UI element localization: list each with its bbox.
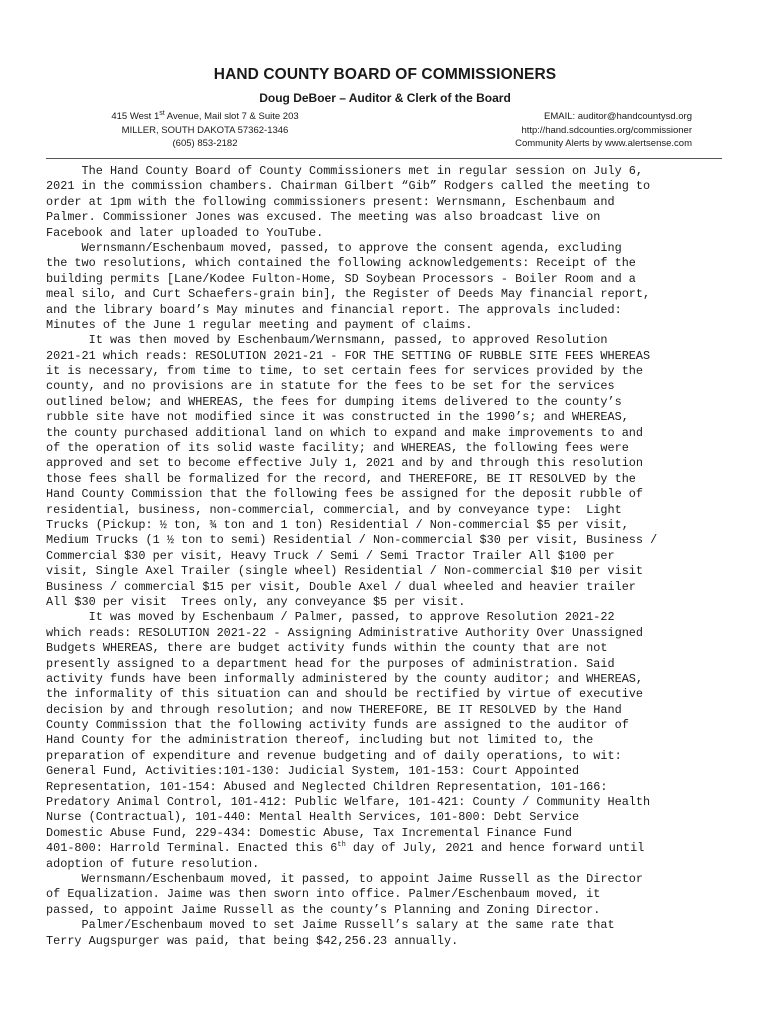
body-line: The Hand County Board of County Commissioners met in regular session on July 6,	[46, 164, 644, 178]
body-line: Budgets WHEREAS, there are budget activity funds within the county that are not	[46, 641, 608, 656]
body-line: Representation, 101-154: Abused and Neglected Children Representation, 101-166:	[46, 779, 608, 794]
address-line-1-text: 415 West 1	[111, 111, 160, 122]
body-line: visit, Single Axel Trailer (single wheel) Residential / Non-commercial $10 per visit	[46, 564, 644, 579]
body-line: Wernsmann/Eschenbaum moved, it passed, to appoint Jaime Russell as the Director	[46, 871, 644, 886]
body-line: which reads: RESOLUTION 2021-22 - Assigning Administrative Authority Over Unassigned	[46, 625, 644, 640]
email-address: EMAIL: auditor@handcountysd.org	[543, 111, 692, 122]
contact-block	[462, 110, 692, 151]
body-line: the informality of this situation can and should be rectified by virtue of executive	[46, 687, 644, 702]
body-line: 2021-21 which reads: RESOLUTION 2021-21 - FOR THE SETTING OF RUBBLE SITE FEES WHEREAS	[46, 348, 651, 363]
body-line: adoption of future resolution.	[46, 856, 260, 871]
body-line-text: 401-800: Harrold Terminal. Enacted this 6	[46, 841, 338, 856]
body-line: Terry Augspurger was paid, that being $42,256.23 annually.	[46, 933, 459, 948]
body-line: and the library board’s May minutes and financial report. The approvals included:	[46, 302, 622, 317]
address-block	[100, 110, 310, 151]
website-link: http://hand.sdcounties.org/commissioner	[521, 124, 692, 136]
body-line: Nurse (Contractual), 101-440: Mental Health Services, 101-800: Debt Service	[46, 810, 580, 825]
body-line: decision by and through resolution; and now THEREFORE, BE IT RESOLVED by the Hand	[46, 702, 622, 717]
body-line: building permits [Lane/Kodee Fulton-Home, SD Soybean Processors - Boiler Room and a	[46, 271, 636, 286]
header-divider	[46, 158, 722, 159]
body-line: County Commission that the following activity funds are assigned to the auditor of	[46, 718, 629, 733]
body-line: Hand County for the administration thereof, including but not limited to, the	[46, 733, 594, 748]
body-line: the two resolutions, which contained the following acknowledgements: Receipt of the	[46, 256, 636, 271]
body-line: Trucks (Pickup: ½ ton, ¾ ton and 1 ton) Residential / Non-commercial $5 per visit,	[46, 517, 629, 532]
body-line: It was then moved by Eschenbaum/Wernsmann, passed, to approved Resolution	[46, 333, 608, 348]
address-line-2: MILLER, SOUTH DAKOTA 57362-1346	[121, 124, 289, 136]
body-line-rest: day of July, 2021 and hence forward until	[345, 841, 645, 856]
body-line: residential, business, non-commercial, commercial, and by conveyance type: Light	[46, 502, 622, 517]
body-line: outlined below; and WHEREAS, the fees for dumping items delivered to the county’s	[46, 394, 622, 409]
body-line: order at 1pm with the following commissioners present: Wernsmann, Eschenbaum and	[46, 194, 615, 209]
body-line: activity funds have been informally administered by the county auditor; and WHEREAS,	[46, 671, 644, 686]
body-line	[46, 841, 736, 856]
page-subtitle: Doug DeBoer – Auditor & Clerk of the Board	[259, 91, 511, 105]
address-line-1-sup: st	[159, 109, 165, 117]
body-line: 2021 in the commission chambers. Chairman Gilbert “Gib” Rodgers called the meeting to	[46, 179, 651, 194]
body-line: Palmer/Eschenbaum moved to set Jaime Russell’s salary at the same rate that	[46, 918, 615, 933]
body-line: Medium Trucks (1 ½ ton to semi) Residential / Non-commercial $30 per visit, Business /	[46, 533, 658, 548]
body-line: of the operation of its solid waste facility; and WHEREAS, the following fees were	[46, 441, 629, 456]
page-title: HAND COUNTY BOARD OF COMMISSIONERS	[213, 66, 557, 83]
body-line: Facebook and later uploaded to YouTube.	[46, 225, 324, 240]
phone-number: (605) 853-2182	[172, 138, 238, 149]
body-line: Wernsmann/Eschenbaum moved, passed, to approve the consent agenda, excluding	[46, 240, 622, 255]
body-line: General Fund, Activities:101-130: Judicial System, 101-153: Court Appointed	[46, 764, 580, 779]
body-line: Palmer. Commissioner Jones was excused. The meeting was also broadcast live on	[46, 210, 601, 225]
body-line: Hand County Commission that the following fees be assigned for the deposit rubble of	[46, 487, 644, 502]
body-line: of Equalization. Jaime was then sworn into office. Palmer/Eschenbaum moved, it	[46, 887, 601, 902]
body-line: meal silo, and Curt Schaefers-grain bin], the Register of Deeds May financial report,	[46, 287, 651, 302]
address-line-1-rest: Avenue, Mail slot 7 & Suite 203	[164, 111, 299, 122]
body-line: All $30 per visit Trees only, any conveyance $5 per visit.	[46, 594, 466, 609]
body-line: county, and no provisions are in statute for the fees to be set for the services	[46, 379, 615, 394]
minutes-body	[46, 164, 736, 949]
body-line: Business / commercial $15 per visit, Double Axel / dual wheeled and heavier trailer	[46, 579, 636, 594]
body-line: presently assigned to a department head for the purposes of administration. Said	[46, 656, 615, 671]
body-line: preparation of expenditure and revenue budgeting and of daily operations, to wit:	[46, 748, 622, 763]
body-line: It was moved by Eschenbaum / Palmer, passed, to approve Resolution 2021-22	[46, 610, 615, 625]
body-line: it is necessary, from time to time, to set certain fees for services provided by the	[46, 364, 644, 379]
body-line: rubble site have not modified since it was constructed in the 1990’s; and WHEREAS,	[46, 410, 629, 425]
body-line: Domestic Abuse Fund, 229-434: Domestic Abuse, Tax Incremental Finance Fund	[46, 825, 572, 840]
body-line-sup: th	[337, 841, 346, 850]
community-alerts: Community Alerts by www.alertsense.com	[515, 138, 692, 149]
body-line: Minutes of the June 1 regular meeting and payment of claims.	[46, 317, 473, 332]
body-line: Predatory Animal Control, 101-412: Public Welfare, 101-421: County / Community Health	[46, 795, 651, 810]
body-line: the county purchased additional land on which to expand and make improvements to and	[46, 425, 644, 440]
body-line: Commercial $30 per visit, Heavy Truck / Semi / Semi Tractor Trailer All $100 per	[46, 548, 615, 563]
body-line: passed, to appoint Jaime Russell as the county’s Planning and Zoning Director.	[46, 902, 601, 917]
body-line: those fees shall be formalized for the record, and THEREFORE, BE IT RESOLVED by the	[46, 471, 636, 486]
address-line-1	[100, 110, 310, 124]
body-line: approved and set to become effective July 1, 2021 and by and through this resolution	[46, 456, 644, 471]
